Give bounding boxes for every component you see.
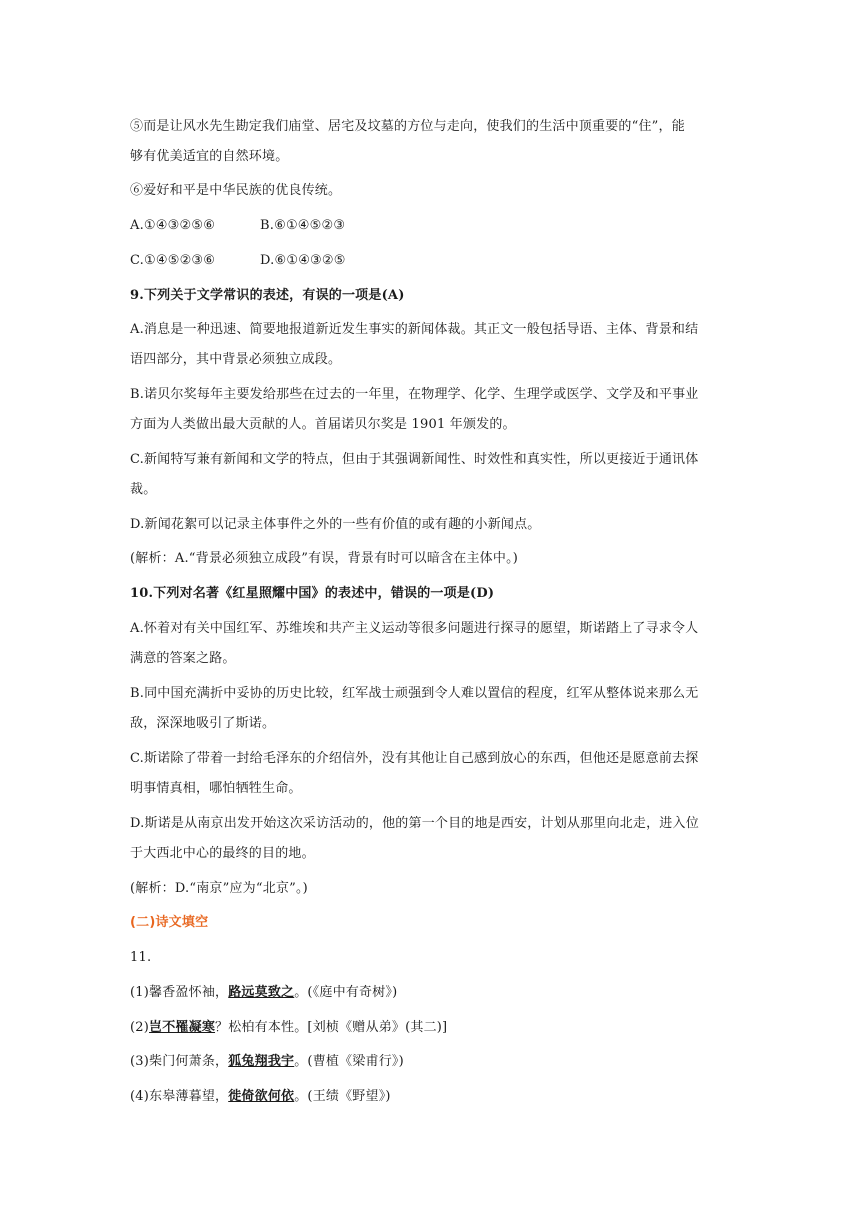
poem-1-source: 。(《庭中有奇树》) xyxy=(294,985,398,1000)
q10-option-a-line-2: 满意的答案之路。 xyxy=(130,651,236,666)
option-b: B.⑥①④⑤②③ xyxy=(260,218,346,233)
poem-item-2 xyxy=(130,1018,730,1038)
poem-2-prefix: (2) xyxy=(130,1020,150,1035)
q9-option-c-line-2: 裁。 xyxy=(130,482,157,497)
q9-option-b-line-1: B.诺贝尔奖每年主要发给那些在过去的一年里，在物理学、化学、生理学或医学、文学及和平事业 xyxy=(130,387,699,402)
q10-option-c-line-2: 明事情真相，哪怕牺牲生命。 xyxy=(130,781,302,796)
option-c: C.①④⑤②③⑥ xyxy=(130,253,216,268)
q9-option-c-line-1: C.新闻特写兼有新闻和文学的特点，但由于其强调新闻性、时效性和真实性，所以更接近于通讯体 xyxy=(130,452,699,467)
poem-3-source: 。(曹植《梁甫行》) xyxy=(294,1054,404,1069)
q10-option-c-line-1: C.斯诺除了带着一封给毛泽东的介绍信外，没有其他让自己感到放心的东西，但他还是愿意前去探 xyxy=(130,751,699,766)
option-d: D.⑥①④③②⑤ xyxy=(260,253,346,268)
poem-4-answer: 徙倚欲何依 xyxy=(228,1089,295,1104)
q9-option-d: D.新闻花絮可以记录主体事件之外的一些有价值的或有趣的小新闻点。 xyxy=(130,517,541,532)
poem-item-3 xyxy=(130,1052,730,1072)
q9-analysis: (解析：A.“背景必须独立成段”有误，背景有时可以暗含在主体中。) xyxy=(130,551,519,566)
poem-4-source: 。(王绩《野望》) xyxy=(294,1089,391,1104)
q10-option-a-line-1: A.怀着对有关中国红军、苏维埃和共产主义运动等很多问题进行探寻的愿望，斯诺踏上了寻求令人 xyxy=(130,621,699,636)
poem-1-prefix: (1)馨香盈怀袖， xyxy=(130,985,229,1000)
poem-2-source: ？松柏有本性。[刘桢《赠从弟》(其二)] xyxy=(215,1020,448,1035)
sentence-5-line-2: 够有优美适宜的自然环境。 xyxy=(130,149,289,164)
poem-1-answer: 路远莫致之 xyxy=(228,985,295,1000)
options-row-1 xyxy=(130,216,730,236)
q9-option-a-line-1: A.消息是一种迅速、简要地报道新近发生事实的新闻体裁。其正文一般包括导语、主体、背景和结 xyxy=(130,322,699,337)
q10-option-b-line-1: B.同中国充满折中妥协的历史比较，红军战士顽强到令人难以置信的程度，红军从整体说来那么无 xyxy=(130,686,699,701)
q10-option-d-line-2: 于大西北中心的最终的目的地。 xyxy=(130,846,315,861)
poem-item-4 xyxy=(130,1087,730,1107)
question-11-number: 11. xyxy=(130,950,152,965)
poem-4-prefix: (4)东皋薄暮望， xyxy=(130,1089,229,1104)
question-9-title: 9.下列关于文学常识的表述，有误的一项是(A) xyxy=(130,288,405,303)
options-row-2 xyxy=(130,251,730,271)
sentence-6: ⑥爱好和平是中华民族的优良传统。 xyxy=(130,183,342,198)
q10-option-b-line-2: 敌，深深地吸引了斯诺。 xyxy=(130,716,276,731)
poem-3-answer: 狐兔翔我宇 xyxy=(228,1054,295,1069)
section-heading-poetry-fill: (二)诗文填空 xyxy=(130,915,209,930)
sentence-5-line-1: ⑤而是让风水先生勘定我们庙堂、居宅及坟墓的方位与走向，使我们的生活中顶重要的“住”，能 xyxy=(130,119,685,134)
poem-item-1 xyxy=(130,983,730,1003)
poem-2-answer: 岂不罹凝寒 xyxy=(149,1020,216,1035)
q10-analysis: (解析：D.“南京”应为“北京”。) xyxy=(130,881,308,896)
q9-option-b-line-2: 方面为人类做出最大贡献的人。首届诺贝尔奖是 1901 年颁发的。 xyxy=(130,417,516,432)
q10-option-d-line-1: D.斯诺是从南京出发开始这次采访活动的，他的第一个目的地是西安，计划从那里向北走，进入位 xyxy=(130,816,699,831)
q9-option-a-line-2: 语四部分，其中背景必须独立成段。 xyxy=(130,352,342,367)
poem-3-prefix: (3)柴门何萧条， xyxy=(130,1054,229,1069)
option-a: A.①④③②⑤⑥ xyxy=(130,218,216,233)
question-10-title: 10.下列对名著《红星照耀中国》的表述中，错误的一项是(D) xyxy=(130,586,495,601)
